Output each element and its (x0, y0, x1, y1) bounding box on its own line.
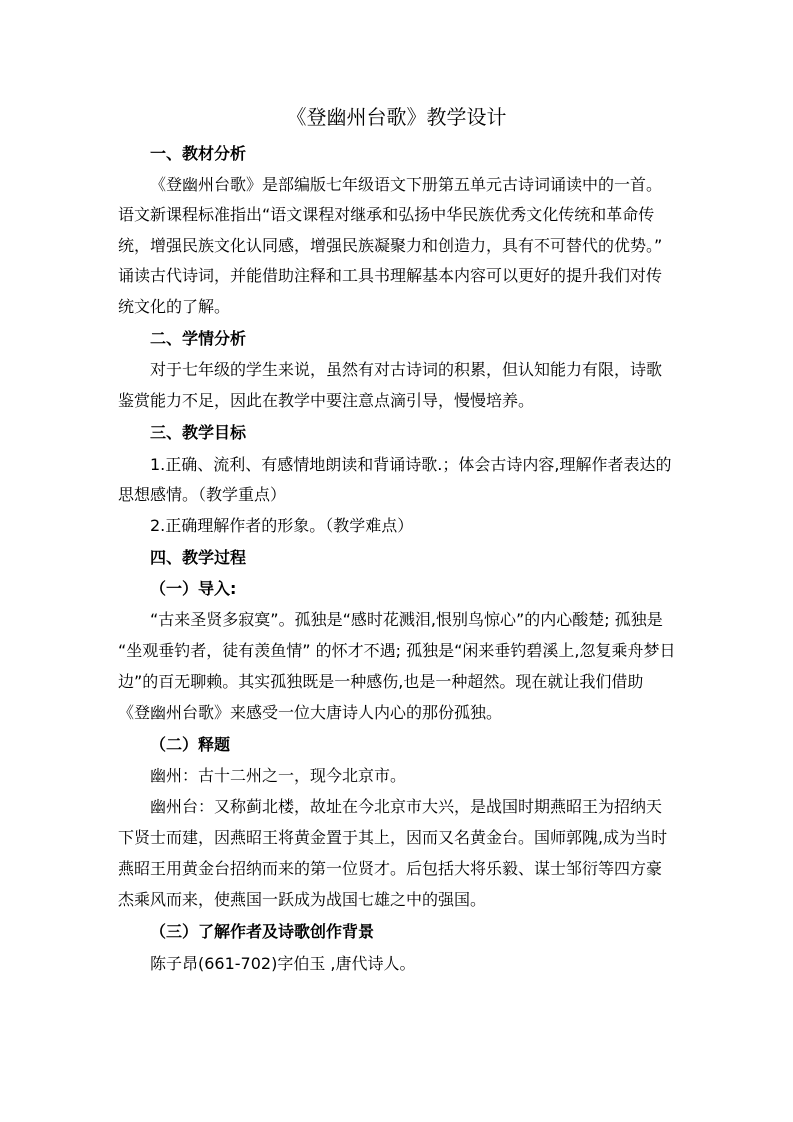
paragraph-line: 2.正确理解作者的形象。（教学难点） (150, 516, 414, 535)
paragraph-line: 思想感情。（教学重点） (118, 485, 287, 504)
paragraph-line: 《登幽州台歌》是部编版七年级语文下册第五单元古诗词诵读中的一首。 (150, 175, 663, 194)
paragraph-line: 下贤士而建，因燕昭王将黄金置于其上，因而又名黄金台。国师郭隗,成为当时 (118, 828, 668, 847)
section-heading-student-analysis: 二、学情分析 (150, 329, 247, 348)
paragraph-line: 陈子昂(661-702)字伯玉 ,唐代诗人。 (150, 954, 416, 973)
subsection-heading-introduction: （一）导入: (150, 579, 237, 598)
paragraph-line: 对于七年级的学生来说，虽然有对古诗词的积累，但认知能力有限，诗歌 (150, 360, 663, 379)
subsection-heading-title-explanation: （二）释题 (150, 735, 231, 754)
paragraph-line: 统，增强民族文化认同感，增强民族凝聚力和创造力，具有不可替代的优势。” (118, 236, 663, 255)
document-title: 《登幽州台歌》教学设计 (286, 105, 507, 129)
paragraph-line: “坐观垂钓者，徒有羡鱼情” 的怀才不遇; 孤独是“闲来垂钓碧溪上,忽复乘舟梦日 (118, 641, 676, 660)
paragraph-line: 统文化的了解。 (118, 297, 231, 316)
paragraph-line: 幽州台：又称蓟北楼，故址在今北京市大兴，是战国时期燕昭王为招纳天 (150, 797, 663, 816)
paragraph-line: 幽州：古十二州之一，现今北京市。 (150, 766, 407, 785)
paragraph-line: 边”的百无聊赖。其实孤独既是一种感伤,也是一种超然。现在就让我们借助 (118, 672, 644, 691)
paragraph-line: 燕昭王用黄金台招纳而来的第一位贤才。后包括大将乐毅、谋士邹衍等四方豪 (118, 859, 663, 878)
paragraph-line: “古来圣贤多寂寞”。孤独是“感时花溅泪,恨别鸟惊心”的内心酸楚; 孤独是 (150, 610, 663, 629)
paragraph-line: 诵读古代诗词，并能借助注释和工具书理解基本内容可以更好的提升我们对传 (118, 266, 663, 285)
section-heading-teaching-goals: 三、教学目标 (150, 423, 247, 442)
subsection-heading-author-background: （三）了解作者及诗歌创作背景 (150, 922, 375, 941)
section-heading-teaching-process: 四、教学过程 (150, 548, 247, 567)
paragraph-line: 《登幽州台歌》来感受一位大唐诗人内心的那份孤独。 (118, 703, 503, 722)
paragraph-line: 鉴赏能力不足，因此在教学中要注意点滴引导，慢慢培养。 (118, 391, 535, 410)
paragraph-line: 语文新课程标准指出“语文课程对继承和弘扬中华民族优秀文化传统和革命传 (118, 205, 655, 224)
section-heading-textbook-analysis: 一、教材分析 (150, 144, 247, 163)
paragraph-line: 1.正确、流利、有感情地朗读和背诵诗歌.；体会古诗内容,理解作者表达的 (150, 455, 672, 474)
paragraph-line: 杰乘风而来，使燕国一跃成为战国七雄之中的强国。 (118, 890, 487, 909)
